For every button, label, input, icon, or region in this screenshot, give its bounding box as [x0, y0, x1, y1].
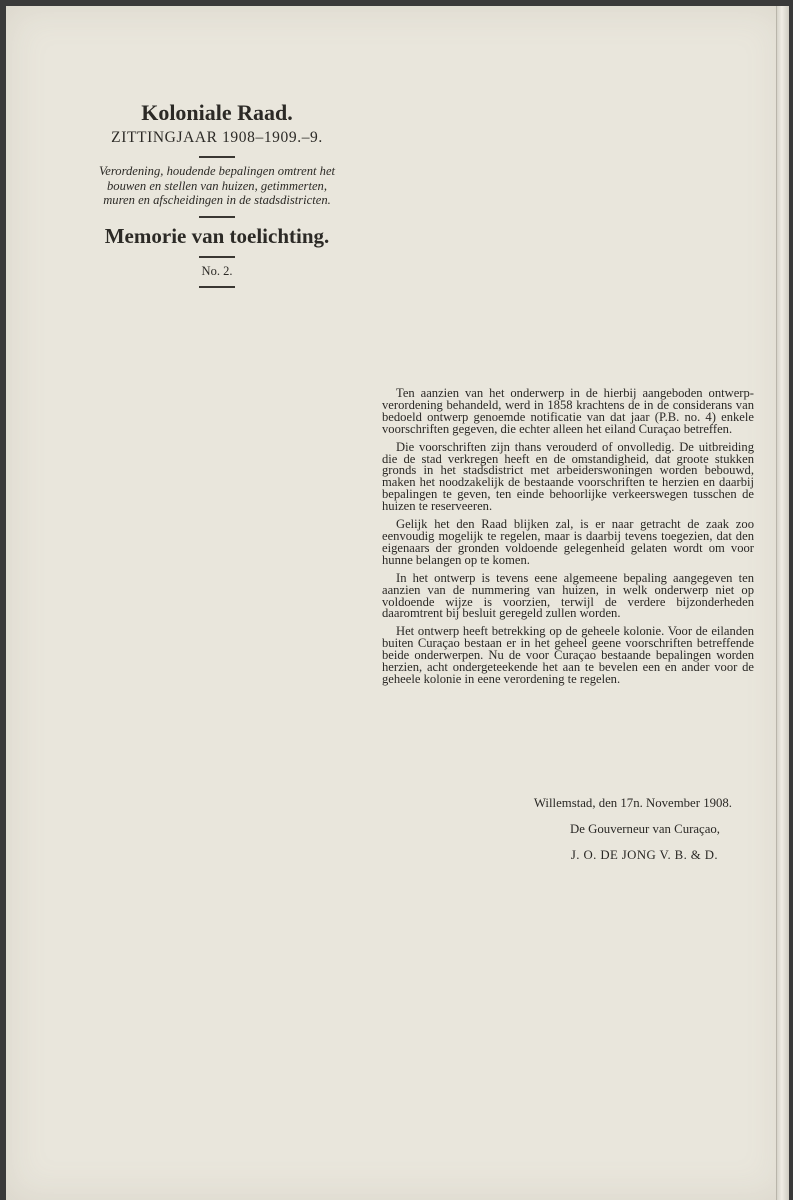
paragraph: Ten aanzien van het onderwerp in de hierbij aangeboden ontwerp-verordening behandeld, werd in 1858 krachtens de in de considerans van bedoeld ontwerp genoemde notificatie van dat jaar (P.B. no. 4) enkele voorschriften gegeven, die echter alleen het eiland Curaçao betreffen. [382, 386, 754, 436]
document-number: No. 2. [201, 263, 233, 278]
ordinance-divider [199, 216, 235, 218]
governor-title: De Gouverneur van Curaçao, [570, 822, 720, 836]
paragraph: Het ontwerp heeft betrekking op de geheele kolonie. Voor de eilanden buiten Curaçao bestaan er in het geheel geene voorschriften betreffende beide onderwerpen. Nu de voor Curaçao bestaande bepalingen worden herzien, acht ondergeteekende het aan te bevelen een en ander voor de geheele kolonie in eene verordening te regelen. [382, 624, 754, 686]
council-title: Koloniale Raad. [141, 100, 293, 125]
signature: J. O. DE JONG V. B. & D. [570, 848, 718, 862]
paragraph: Die voorschriften zijn thans verouderd of onvolledig. De uitbreiding die de stad verkregen heeft en de omstandigheid, dat groote stukken gronds in het stadsdistrict met arbeiderswoningen worden bebouwd, maken het noodzakelijk de bestaande voorschriften te herzien en daarbij bepalingen te geven, ten einde behoorlijke verkeerswegen tusschen de huizen te reserveeren. [382, 439, 754, 514]
explanatory-memorandum-body [382, 388, 754, 692]
place-and-date: Willemstad, den 17n. November 1908. [533, 796, 732, 810]
number-divider [199, 286, 235, 288]
session-year: ZITTINGJAAR 1908–1909.–9. [111, 129, 323, 146]
paragraph: Gelijk het den Raad blijken zal, is er naar getracht de zaak zoo eenvoudig mogelijk te regelen, maar is daarbij tevens toegezien, dat den eigenaars der gronden voldoende gelegenheid gelaten wordt om voor hunne belangen op te komen. [382, 517, 754, 567]
ordinance-title: Verordening, houdende bepalingen omtrent het bouwen en stellen van huizen, getimmerten, muren en afscheidingen in de stadsdistricten. [98, 164, 336, 207]
page-edge [776, 6, 789, 1200]
memorie-divider [199, 256, 235, 258]
memorie-heading: Memorie van toelichting. [104, 223, 330, 248]
document-header [72, 100, 362, 294]
paragraph: In het ontwerp is tevens eene algemeene bepaling aangegeven ten aanzien van de nummering van huizen, in welk onderwerp niet op voldoende wijze is voorzien, terwijl de verdere bijzonderheden daaromtrent bij besluit geregeld zullen worden. [382, 570, 754, 621]
header-divider [199, 156, 235, 158]
